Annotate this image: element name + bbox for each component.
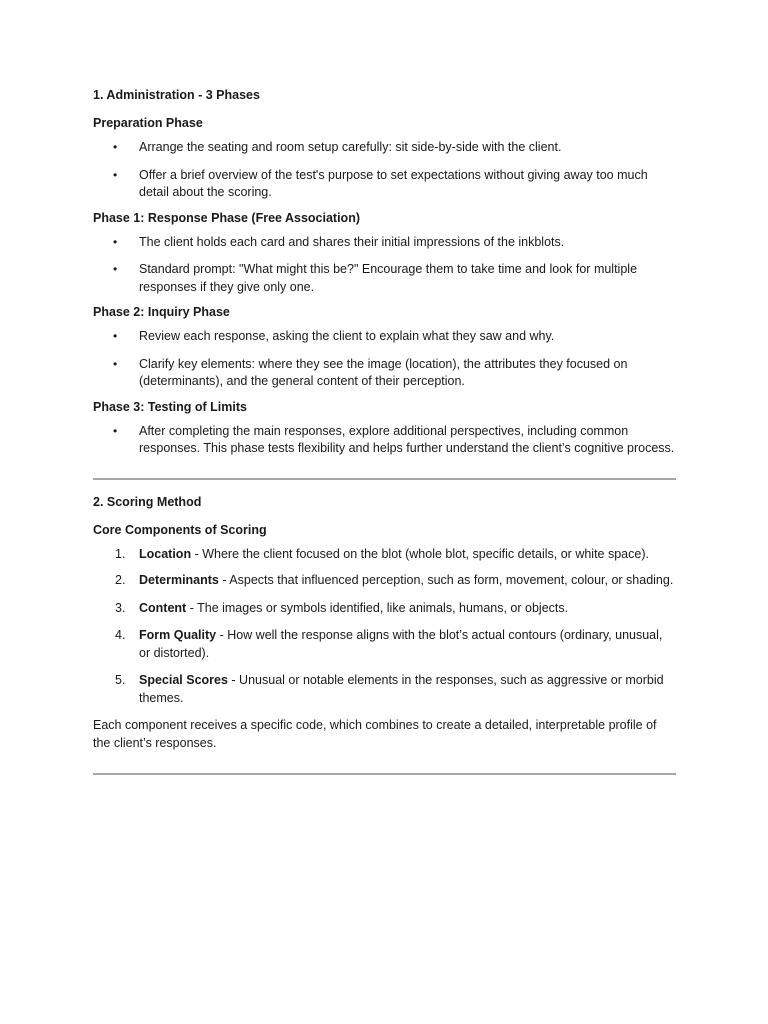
list-number: 1. bbox=[115, 546, 126, 561]
phase-heading: Phase 3: Testing of Limits bbox=[93, 399, 247, 414]
bullet-icon: • bbox=[113, 140, 118, 154]
list-item bbox=[93, 600, 676, 618]
list-number: 5. bbox=[115, 673, 126, 687]
bullet-icon: • bbox=[113, 262, 118, 276]
list-number: 4. bbox=[115, 628, 126, 642]
term: Content bbox=[139, 600, 187, 615]
bullet-icon: • bbox=[113, 234, 118, 249]
term-description: - Where the client focused on the blot (whole blot, specific details, or white space). bbox=[191, 546, 649, 561]
document-page bbox=[93, 84, 676, 775]
bullet-icon: • bbox=[113, 356, 118, 371]
list-item bbox=[93, 139, 676, 157]
bullet-icon: • bbox=[113, 423, 118, 438]
phase-heading: Phase 1: Response Phase (Free Association) bbox=[93, 210, 360, 225]
list-item bbox=[93, 328, 676, 346]
list-item bbox=[93, 546, 676, 564]
list-item-text: Offer a brief overview of the test's purpose to set expectations without giving away too much detail about the scoring. bbox=[139, 167, 648, 199]
term-description: - Unusual or notable elements in the responses, such as aggressive or morbid themes. bbox=[139, 673, 664, 705]
phase-heading: Preparation Phase bbox=[93, 116, 203, 130]
list-number: 2. bbox=[115, 573, 126, 587]
term: Determinants bbox=[139, 573, 219, 587]
section-divider bbox=[93, 478, 676, 480]
list-item-text: After completing the main responses, explore additional perspectives, including common responses. This phase tests flexibility and helps further understand the client’s cognitive process. bbox=[139, 423, 675, 455]
list-item bbox=[93, 423, 676, 458]
list-item bbox=[93, 672, 676, 707]
section-divider bbox=[93, 773, 676, 775]
summary-paragraph: Each component receives a specific code, which combines to create a detailed, interpretable profile of the client’s responses. bbox=[93, 718, 657, 750]
section-administration bbox=[93, 84, 676, 458]
list-item bbox=[93, 167, 676, 202]
phase-heading: Phase 2: Inquiry Phase bbox=[93, 305, 230, 319]
section-scoring-method bbox=[93, 491, 676, 753]
list-item bbox=[93, 356, 676, 391]
term-description: - The images or symbols identified, like animals, humans, or objects. bbox=[186, 600, 569, 615]
list-item-text: Standard prompt: "What might this be?" Encourage them to take time and look for multiple responses if they give only one. bbox=[139, 262, 638, 294]
sub-heading: Core Components of Scoring bbox=[93, 522, 267, 537]
list-item-text: Review each response, asking the client to explain what they saw and why. bbox=[139, 329, 555, 343]
list-item bbox=[93, 627, 676, 662]
bullet-icon: • bbox=[113, 167, 118, 182]
bullet-icon: • bbox=[113, 329, 118, 343]
term: Location bbox=[139, 546, 192, 561]
list-item-text: Arrange the seating and room setup carefully: sit side-by-side with the client. bbox=[139, 140, 562, 154]
term-description: - Aspects that influenced perception, such as form, movement, colour, or shading. bbox=[218, 573, 674, 587]
term: Form Quality bbox=[139, 628, 217, 642]
numbered-list bbox=[93, 546, 676, 708]
list-item-text: The client holds each card and shares their initial impressions of the inkblots. bbox=[139, 234, 565, 249]
bullet-list bbox=[93, 328, 676, 391]
bullet-list bbox=[93, 423, 676, 458]
term: Special Scores bbox=[139, 673, 228, 687]
list-item bbox=[93, 261, 676, 296]
list-item bbox=[93, 234, 676, 252]
section-title: 2. Scoring Method bbox=[93, 494, 202, 509]
bullet-list bbox=[93, 234, 676, 297]
bullet-list bbox=[93, 139, 676, 202]
term-description: - How well the response aligns with the blot’s actual contours (ordinary, unusual, or distorted). bbox=[139, 628, 663, 660]
list-number: 3. bbox=[115, 600, 126, 615]
list-item-text: Clarify key elements: where they see the image (location), the attributes they focused on (determinants), and the general content of their perception. bbox=[139, 356, 628, 388]
list-item bbox=[93, 572, 676, 590]
section-title: 1. Administration - 3 Phases bbox=[93, 88, 260, 102]
